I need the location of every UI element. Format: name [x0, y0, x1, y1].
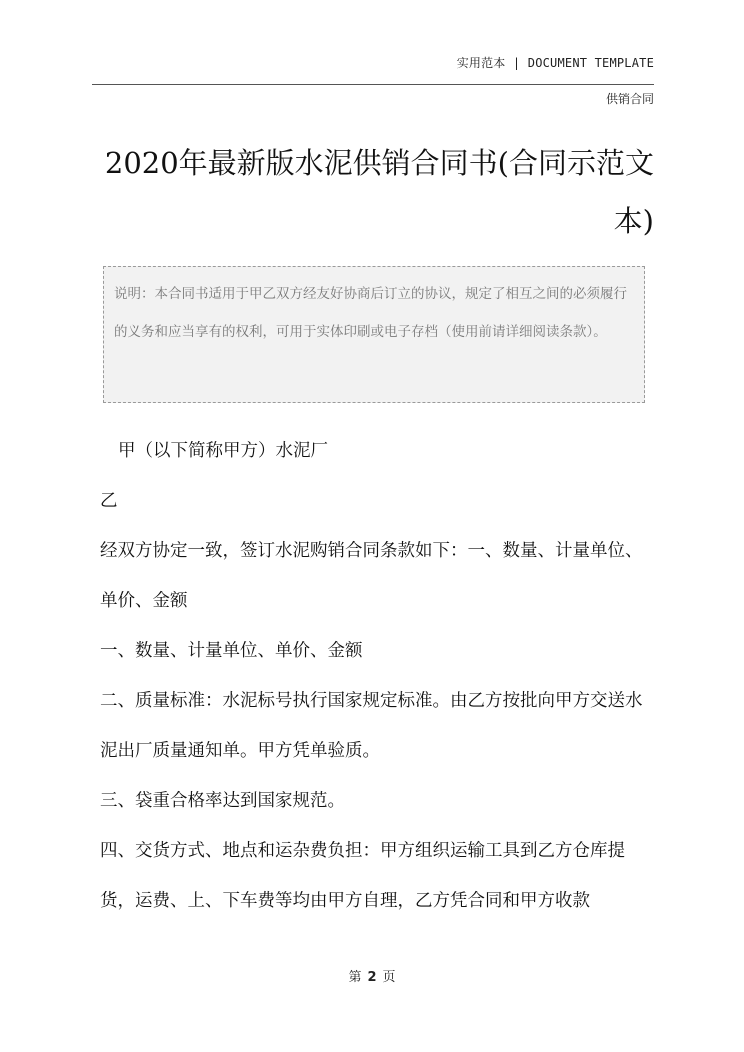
- page-prefix: 第: [348, 970, 362, 985]
- header-label: 实用范本 | DOCUMENT TEMPLATE: [456, 56, 654, 70]
- paragraph-clause-4: 四、交货方式、地点和运杂费负担：甲方组织运输工具到乙方仓库提货，运费、上、下车费等均由甲方自理，乙方凭合同和甲方收款: [100, 841, 625, 911]
- page-footer: [0, 966, 744, 985]
- paragraph-party-a: 甲（以下简称甲方）水泥厂: [118, 441, 328, 461]
- paragraph-party-b: 乙: [100, 491, 118, 511]
- paragraph-clause-3: 三、袋重合格率达到国家规范。: [100, 791, 345, 811]
- paragraph-agreement: 经双方协定一致，签订水泥购销合同条款如下：一、数量、计量单位、单价、金额: [100, 541, 643, 611]
- page-number: 2: [367, 970, 377, 985]
- page-suffix: 页: [382, 970, 396, 985]
- contract-body: [100, 426, 654, 926]
- document-title: 2020年最新版水泥供销合同书(合同示范文本): [104, 146, 654, 238]
- description-note: 说明：本合同书适用于甲乙双方经友好协商后订立的协议，规定了相互之间的必须履行的义务和应当享有的权利，可用于实体印刷或电子存档（使用前请详细阅读条款）。: [103, 266, 645, 403]
- header-divider: [92, 84, 654, 85]
- paragraph-clause-2: 二、质量标准：水泥标号执行国家规定标准。由乙方按批向甲方交送水泥出厂质量通知单。甲方凭单验质。: [100, 691, 643, 761]
- header-category: 供销合同: [605, 92, 654, 106]
- paragraph-clause-1: 一、数量、计量单位、单价、金额: [100, 641, 363, 661]
